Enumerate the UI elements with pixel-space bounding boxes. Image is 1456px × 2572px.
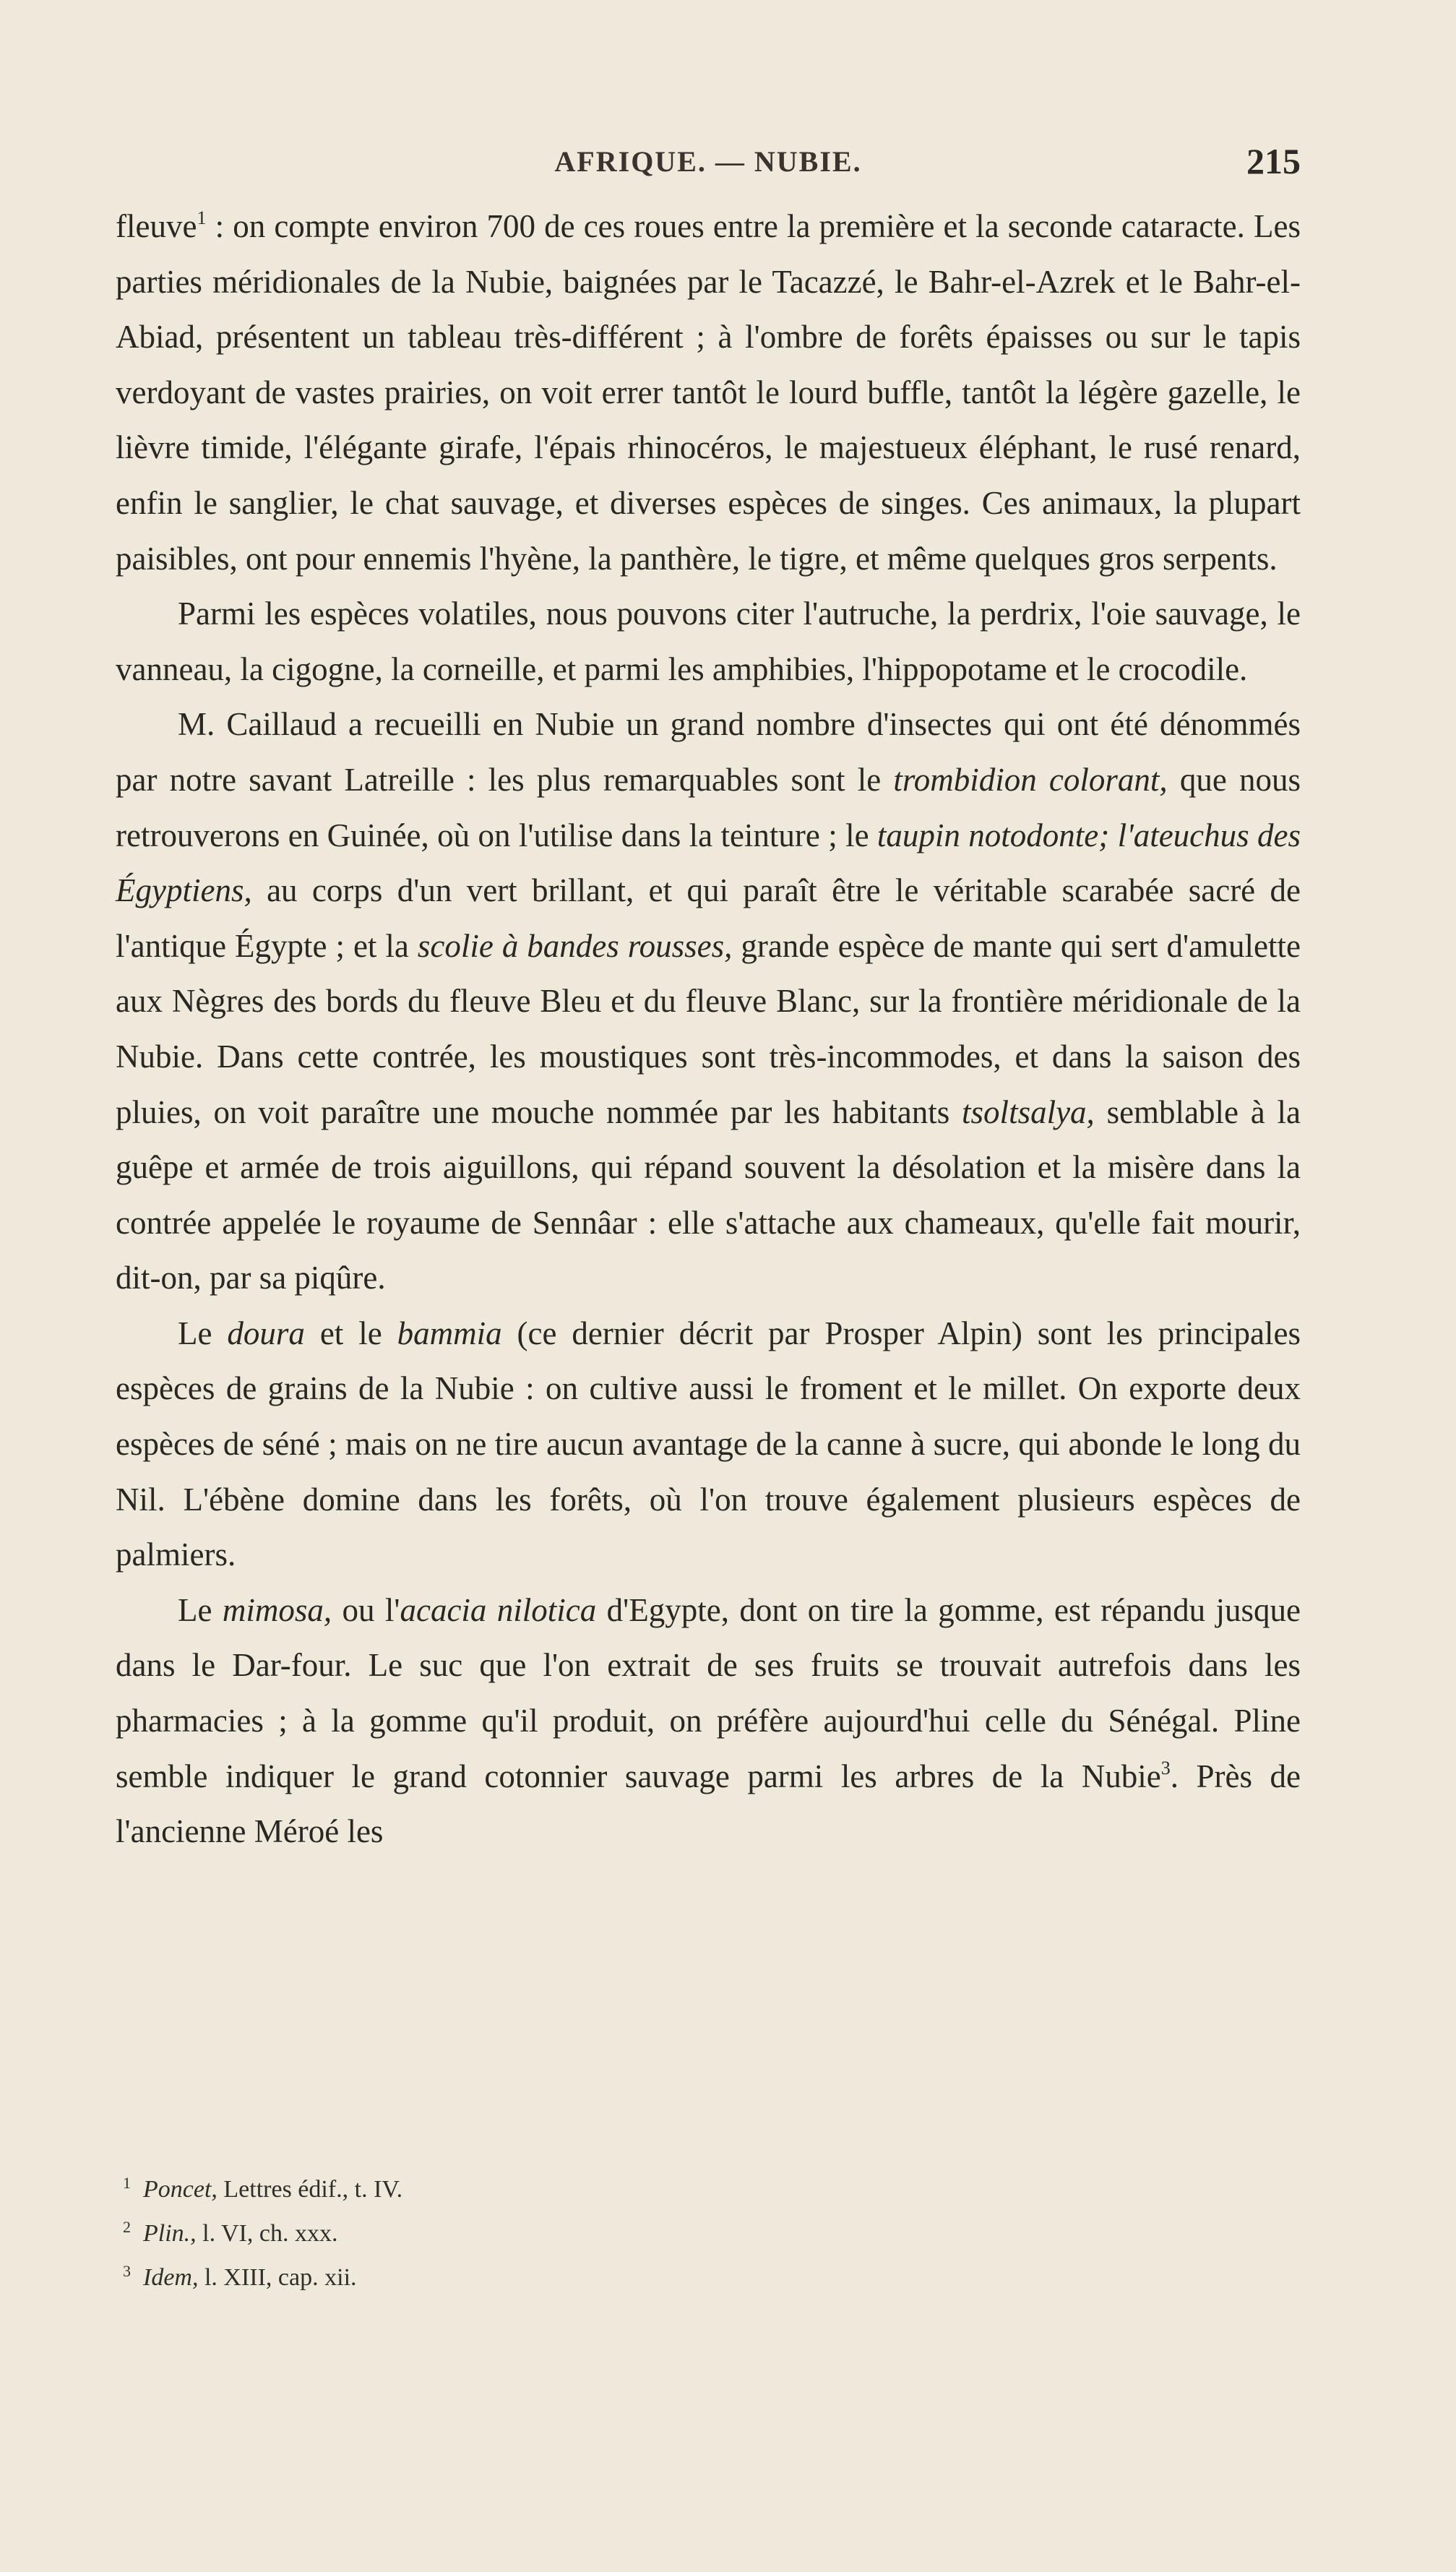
page-header (116, 141, 1301, 188)
italic-term: doura (227, 1315, 305, 1351)
text-run: fleuve (116, 208, 197, 244)
paragraph-5 (116, 1583, 1301, 1859)
body-text (116, 199, 1301, 1859)
footnote-number: 3 (123, 2262, 131, 2280)
text-run: grande espèce de mante qui sert d'amulette aux Nègres des bords du fleuve Bleu et du fleuve Blanc, sur la frontière méridionale de la Nubie. Dans cette contrée, les moustiques sont très-incommodes, et dans la saison des pluies, on voit paraître une mouche nommée par les habitants (116, 927, 1301, 1130)
running-head: AFRIQUE. — NUBIE. (554, 145, 862, 178)
italic-term: trombidion colorant, (893, 761, 1168, 798)
italic-term: taupin notodonte; l'ateuchus des Égyptiens, (116, 817, 1301, 909)
text-run: au corps d'un vert brillant, et qui paraît être le véritable scarabée sacré de l'antique Égypte ; et la (116, 872, 1301, 964)
page-number: 215 (1246, 141, 1301, 181)
paragraph-2: Parmi les espèces volatiles, nous pouvons citer l'autruche, la perdrix, l'oie sauvage, le vanneau, la cigogne, la corneille, et parmi les amphibies, l'hippopotame et le crocodile. (116, 595, 1301, 687)
text-run: ou l' (332, 1591, 400, 1628)
footnote-2 (123, 2208, 1062, 2253)
footnotes (123, 2164, 1062, 2297)
paragraph-3 (116, 697, 1301, 1306)
footnote-source: Plin., (143, 2220, 197, 2247)
text-run: : on compte environ 700 de ces roues entre la première et la seconde cataracte. Les parties méridionales de la Nubie, baignées par le Tacazzé, le Bahr-el-Azrek et le Bahr-el-Abiad, présentent un tableau très-différent ; à l'ombre de forêts épaisses ou sur le tapis verdoyant de vastes prairies, on voit errer tantôt le lourd buffle, tantôt la légère gazelle, le lièvre timide, l'élégante girafe, l'épais rhinocéros, le majestueux éléphant, le rusé renard, enfin le sanglier, le chat sauvage, et diverses espèces de singes. Ces animaux, la plupart paisibles, ont pour ennemis l'hyène, la panthère, le tigre, et même quelques gros serpents. (116, 208, 1301, 577)
italic-term: acacia nilotica (400, 1591, 597, 1628)
text-run: M. Caillaud a recueilli en Nubie un grand nombre d'insectes qui ont été dénommés par notre savant Latreille : les plus remarquables sont le (116, 706, 1301, 798)
text-run: d'Egypte, dont on tire la gomme, est répandu jusque dans le Dar-four. Le suc que l'on extrait de ses fruits se trouvait autrefois dans les pharmacies ; à la gomme qu'il produit, on préfère aujourd'hui celle du Sénégal. Pline semble indiquer le grand cotonnier sauvage parmi les arbres de la Nubie (116, 1591, 1301, 1794)
footnote-source: Idem, (143, 2264, 199, 2291)
text-run: et le (304, 1315, 397, 1351)
footnote-ref-3: 3 (1160, 1757, 1171, 1779)
footnote-ref-1: 1 (197, 207, 207, 228)
text-run: Le (178, 1591, 223, 1628)
footnote-1 (123, 2164, 1062, 2208)
italic-term: bammia (397, 1315, 502, 1351)
footnote-3 (123, 2253, 1062, 2297)
text-run: que nous retrouverons en Guinée, où on l'utilise dans la teinture ; le (116, 761, 1301, 853)
italic-term: tsoltsalya, (962, 1093, 1095, 1130)
text-run: semblable à la guêpe et armée de trois aiguillons, qui répand souvent la désolation et la misère dans la contrée appelée le royaume de Sennâar : elle s'attache aux chameaux, qu'elle fait mourir, dit-on, par sa piqûre. (116, 1093, 1301, 1296)
text-run: Le (178, 1315, 228, 1351)
footnote-number: 1 (123, 2174, 131, 2192)
paragraph-1 (116, 199, 1301, 586)
footnote-text: Lettres édif., t. IV. (217, 2176, 403, 2203)
footnote-text: l. VI, ch. xxx. (196, 2220, 338, 2247)
italic-term: scolie à bandes rousses, (417, 927, 733, 964)
italic-term: mimosa, (222, 1591, 332, 1628)
footnote-source: Poncet, (143, 2176, 217, 2203)
footnote-text: l. XIII, cap. xii. (198, 2264, 357, 2291)
text-run: . Près de l'ancienne Méroé les (116, 1758, 1301, 1850)
paragraph-4 (116, 1306, 1301, 1583)
footnote-number: 2 (123, 2218, 131, 2236)
text-run: (ce dernier décrit par Prosper Alpin) sont les principales espèces de grains de la Nubie : on cultive aussi le froment et le millet. On exporte deux espèces de séné ; mais on ne tire aucun avantage de la canne à sucre, qui abonde le long du Nil. L'ébène domine dans les forêts, où l'on trouve également plusieurs espèces de palmiers. (116, 1315, 1301, 1573)
